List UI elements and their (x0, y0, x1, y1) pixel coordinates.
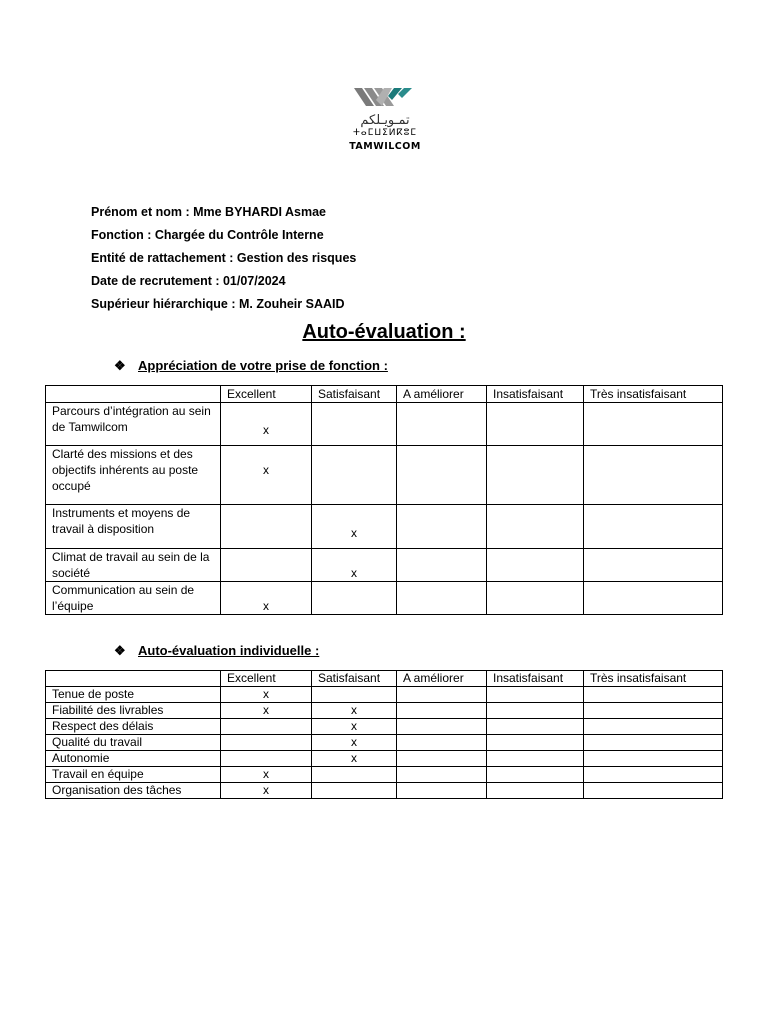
rating-cell: x (221, 582, 312, 615)
rating-cell (487, 446, 584, 505)
rating-cell (397, 582, 487, 615)
row-label: Travail en équipe (46, 767, 221, 783)
rating-cell: x (312, 735, 397, 751)
column-header: Très insatisfaisant (584, 386, 723, 403)
column-header: Insatisfaisant (487, 386, 584, 403)
rating-cell: x (312, 549, 397, 582)
rating-cell (221, 505, 312, 549)
column-header: Très insatisfaisant (584, 671, 723, 687)
row-label: Instruments et moyens de travail à disposition (46, 505, 221, 549)
rating-cell (584, 767, 723, 783)
rating-cell (312, 783, 397, 799)
column-header (46, 386, 221, 403)
column-header: A améliorer (397, 386, 487, 403)
rating-cell: x (221, 446, 312, 505)
rating-cell (397, 719, 487, 735)
column-header: Excellent (221, 386, 312, 403)
logo-chevrons-icon (354, 88, 412, 106)
rating-cell (584, 403, 723, 446)
appreciation-table (45, 385, 723, 615)
diamond-bullet-icon: ❖ (114, 643, 126, 658)
table-row (46, 767, 723, 783)
row-label: Qualité du travail (46, 735, 221, 751)
table-row (46, 703, 723, 719)
table-row (46, 735, 723, 751)
rating-cell (487, 719, 584, 735)
rating-cell (397, 735, 487, 751)
rating-cell (397, 403, 487, 446)
rating-cell (397, 687, 487, 703)
table-row (46, 783, 723, 799)
table-row (46, 719, 723, 735)
row-label: Fiabilité des livrables (46, 703, 221, 719)
column-header: Satisfaisant (312, 386, 397, 403)
rating-cell: x (221, 767, 312, 783)
rating-cell (584, 446, 723, 505)
row-label: Parcours d’intégration au sein de Tamwilcom (46, 403, 221, 446)
info-name: Prénom et nom : Mme BYHARDI Asmae (91, 205, 326, 219)
rating-cell: x (312, 703, 397, 719)
rating-cell (584, 719, 723, 735)
rating-cell (487, 735, 584, 751)
section-heading-individual: ❖ Auto-évaluation individuelle : (114, 643, 320, 658)
rating-cell (397, 703, 487, 719)
rating-cell: x (312, 505, 397, 549)
row-label: Tenue de poste (46, 687, 221, 703)
column-header: A améliorer (397, 671, 487, 687)
table-header-row (46, 671, 723, 687)
column-header: Excellent (221, 671, 312, 687)
rating-cell (397, 767, 487, 783)
rating-cell (397, 505, 487, 549)
rating-cell (487, 703, 584, 719)
rating-cell: x (221, 403, 312, 446)
table-row (46, 582, 723, 615)
column-header (46, 671, 221, 687)
rating-cell (397, 446, 487, 505)
rating-cell (487, 767, 584, 783)
rating-cell (221, 735, 312, 751)
rating-cell (397, 751, 487, 767)
rating-cell (312, 582, 397, 615)
individual-table (45, 670, 723, 799)
info-entity: Entité de rattachement : Gestion des risques (91, 251, 357, 265)
rating-cell (584, 735, 723, 751)
row-label: Communication au sein de l’équipe (46, 582, 221, 615)
rating-cell: x (312, 719, 397, 735)
rating-cell (487, 403, 584, 446)
rating-cell (584, 783, 723, 799)
row-label: Climat de travail au sein de la société (46, 549, 221, 582)
rating-cell (397, 549, 487, 582)
rating-cell: x (221, 703, 312, 719)
rating-cell (584, 582, 723, 615)
table-row (46, 446, 723, 505)
rating-cell: x (312, 751, 397, 767)
rating-cell (584, 751, 723, 767)
rating-cell (221, 549, 312, 582)
info-date: Date de recrutement : 01/07/2024 (91, 274, 286, 288)
table-row (46, 549, 723, 582)
logo-name: TAMWILCOM (349, 141, 421, 152)
rating-cell (487, 687, 584, 703)
row-label: Respect des délais (46, 719, 221, 735)
table-row (46, 751, 723, 767)
section-heading-appreciation: ❖ Appréciation de votre prise de fonction : (114, 358, 388, 373)
table-row (46, 505, 723, 549)
rating-cell (584, 703, 723, 719)
rating-cell (221, 719, 312, 735)
info-superior: Supérieur hiérarchique : M. Zouheir SAAID (91, 297, 345, 311)
rating-cell (312, 687, 397, 703)
page-title: Auto-évaluation : (302, 321, 466, 343)
rating-cell (487, 783, 584, 799)
employee-info (91, 202, 356, 317)
row-label: Clarté des missions et des objectifs inhérents au poste occupé (46, 446, 221, 505)
table-row (46, 403, 723, 446)
rating-cell: x (221, 783, 312, 799)
column-header: Satisfaisant (312, 671, 397, 687)
logo-tifinagh-text: ⵜⴰⵎⵡⵉⵍⴽⵓⵎ (353, 128, 417, 138)
rating-cell: x (221, 687, 312, 703)
diamond-bullet-icon: ❖ (114, 358, 126, 373)
table-row (46, 687, 723, 703)
row-label: Autonomie (46, 751, 221, 767)
rating-cell (584, 549, 723, 582)
column-header: Insatisfaisant (487, 671, 584, 687)
table-header-row (46, 386, 723, 403)
rating-cell (487, 582, 584, 615)
rating-cell (584, 505, 723, 549)
rating-cell (397, 783, 487, 799)
rating-cell (312, 403, 397, 446)
row-label: Organisation des tâches (46, 783, 221, 799)
rating-cell (221, 751, 312, 767)
rating-cell (584, 687, 723, 703)
logo-arabic-text: تمـويـلكم (360, 113, 410, 128)
rating-cell (487, 549, 584, 582)
rating-cell (312, 446, 397, 505)
rating-cell (312, 767, 397, 783)
rating-cell (487, 751, 584, 767)
info-function: Fonction : Chargée du Contrôle Interne (91, 228, 324, 242)
rating-cell (487, 505, 584, 549)
